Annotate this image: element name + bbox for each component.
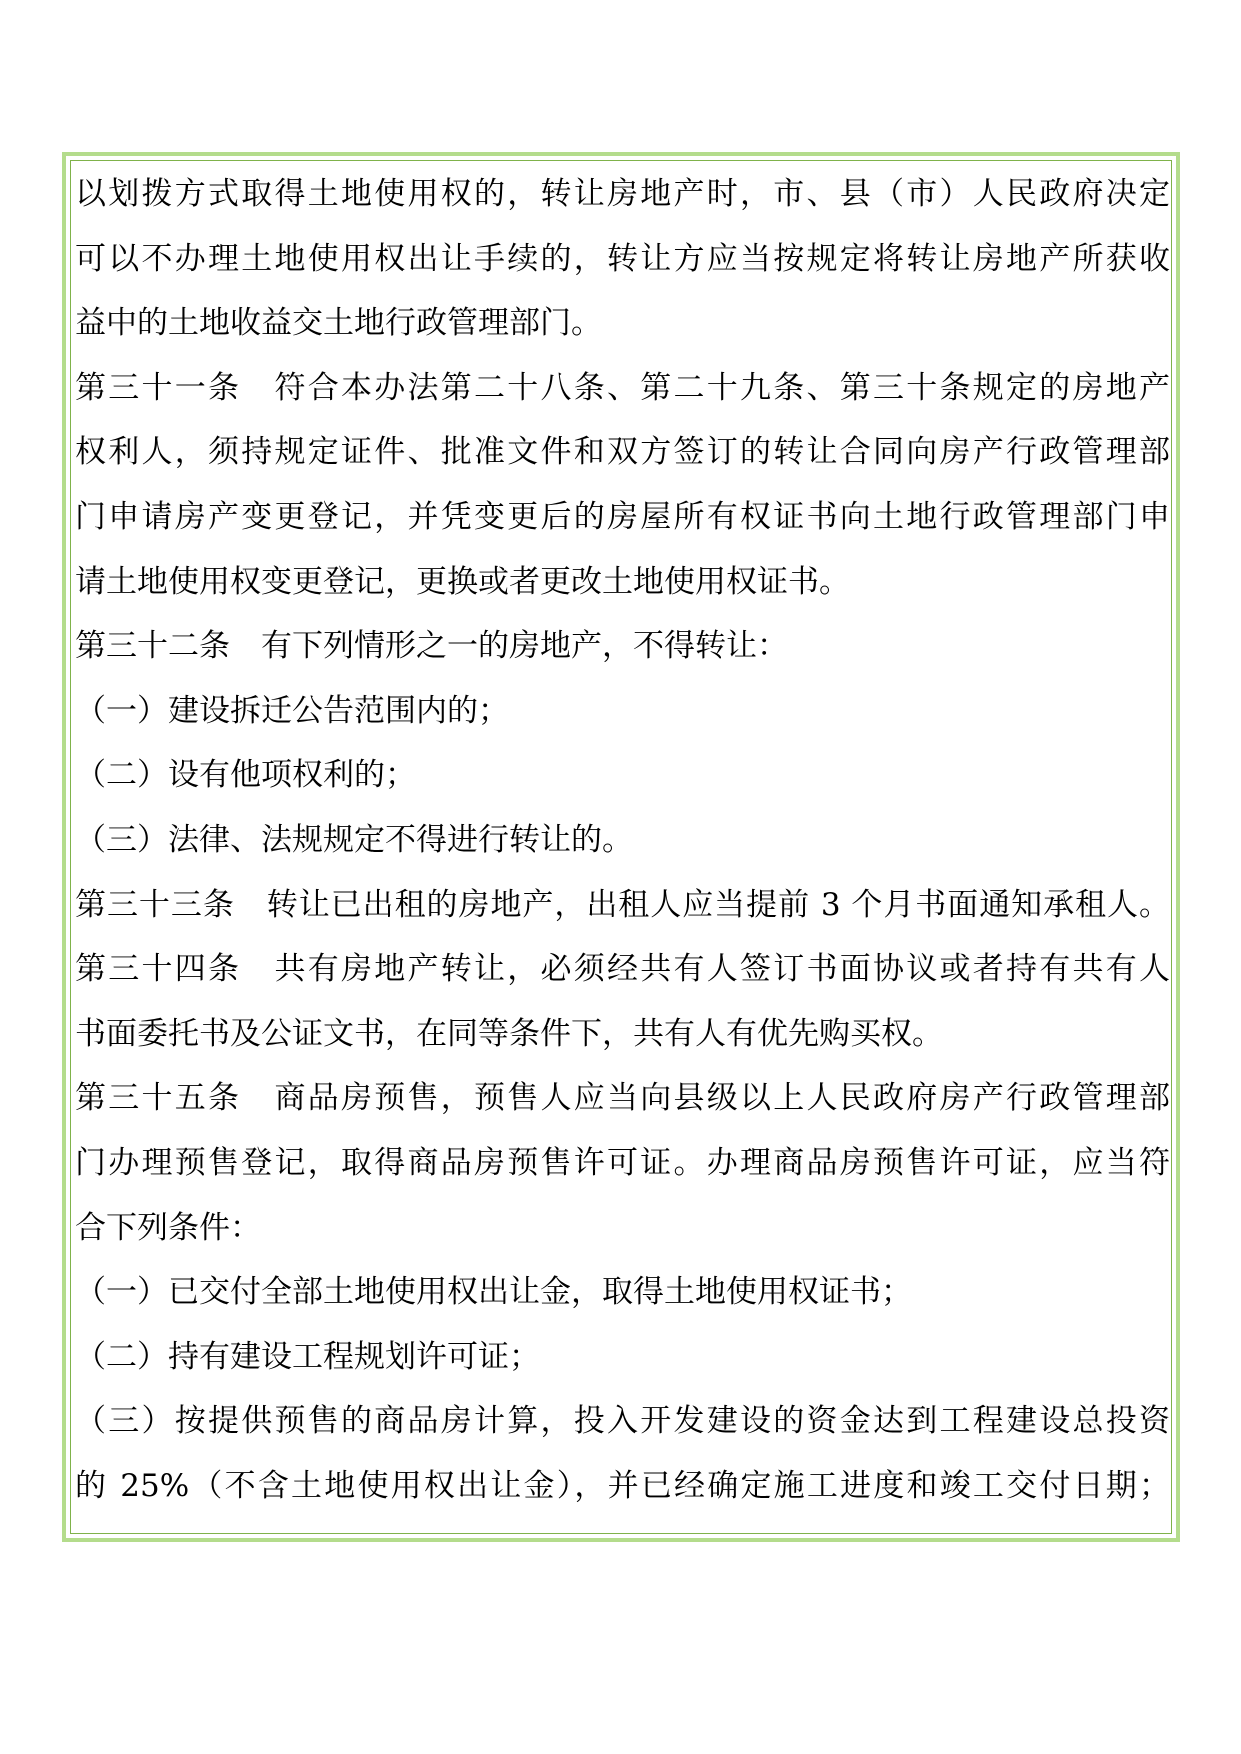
text-line: 门办理预售登记，取得商品房预售许可证。办理商品房预售许可证，应当符 xyxy=(75,1144,1170,1181)
text-line: 请土地使用权变更登记，更换或者更改土地使用权证书。 xyxy=(75,563,850,600)
text-line: 益中的土地收益交土地行政管理部门。 xyxy=(75,305,602,342)
article-31-line: 第三十一条 符合本办法第二十八条、第二十九条、第三十条规定的房地产 xyxy=(75,369,1170,406)
text-line: 可以不办理土地使用权出让手续的，转让方应当按规定将转让房地产所获收 xyxy=(75,240,1170,277)
text-line: 的 25%（不含土地使用权出让金），并已经确定施工进度和竣工交付日期； xyxy=(75,1467,1170,1504)
text-line: 以划拨方式取得土地使用权的，转让房地产时，市、县（市）人民政府决定 xyxy=(75,176,1170,212)
article-32-line: 第三十二条 有下列情形之一的房地产，不得转让： xyxy=(75,628,788,665)
text-line: 合下列条件： xyxy=(75,1209,261,1246)
list-item: （二）设有他项权利的； xyxy=(75,757,416,794)
list-item: （三）按提供预售的商品房计算，投入开发建设的资金达到工程建设总投资 xyxy=(75,1403,1170,1440)
article-35-line: 第三十五条 商品房预售，预售人应当向县级以上人民政府房产行政管理部 xyxy=(75,1080,1170,1117)
list-item: （一）已交付全部土地使用权出让金，取得土地使用权证书； xyxy=(75,1274,912,1311)
list-item: （一）建设拆迁公告范围内的； xyxy=(75,692,509,729)
text-line: 书面委托书及公证文书，在同等条件下，共有人有优先购买权。 xyxy=(75,1015,943,1052)
text-line: 门申请房产变更登记，并凭变更后的房屋所有权证书向土地行政管理部门申 xyxy=(75,498,1170,535)
text-line: 权利人，须持规定证件、批准文件和双方签订的转让合同向房产行政管理部 xyxy=(75,434,1170,471)
list-item: （二）持有建设工程规划许可证； xyxy=(75,1338,540,1375)
document-body xyxy=(75,162,1170,1518)
list-item: （三）法律、法规规定不得进行转让的。 xyxy=(75,821,633,858)
article-34-line: 第三十四条 共有房地产转让，必须经共有人签订书面协议或者持有共有人 xyxy=(75,951,1170,988)
article-33-line: 第三十三条 转让已出租的房地产，出租人应当提前 3 个月书面通知承租人。 xyxy=(75,886,1170,923)
